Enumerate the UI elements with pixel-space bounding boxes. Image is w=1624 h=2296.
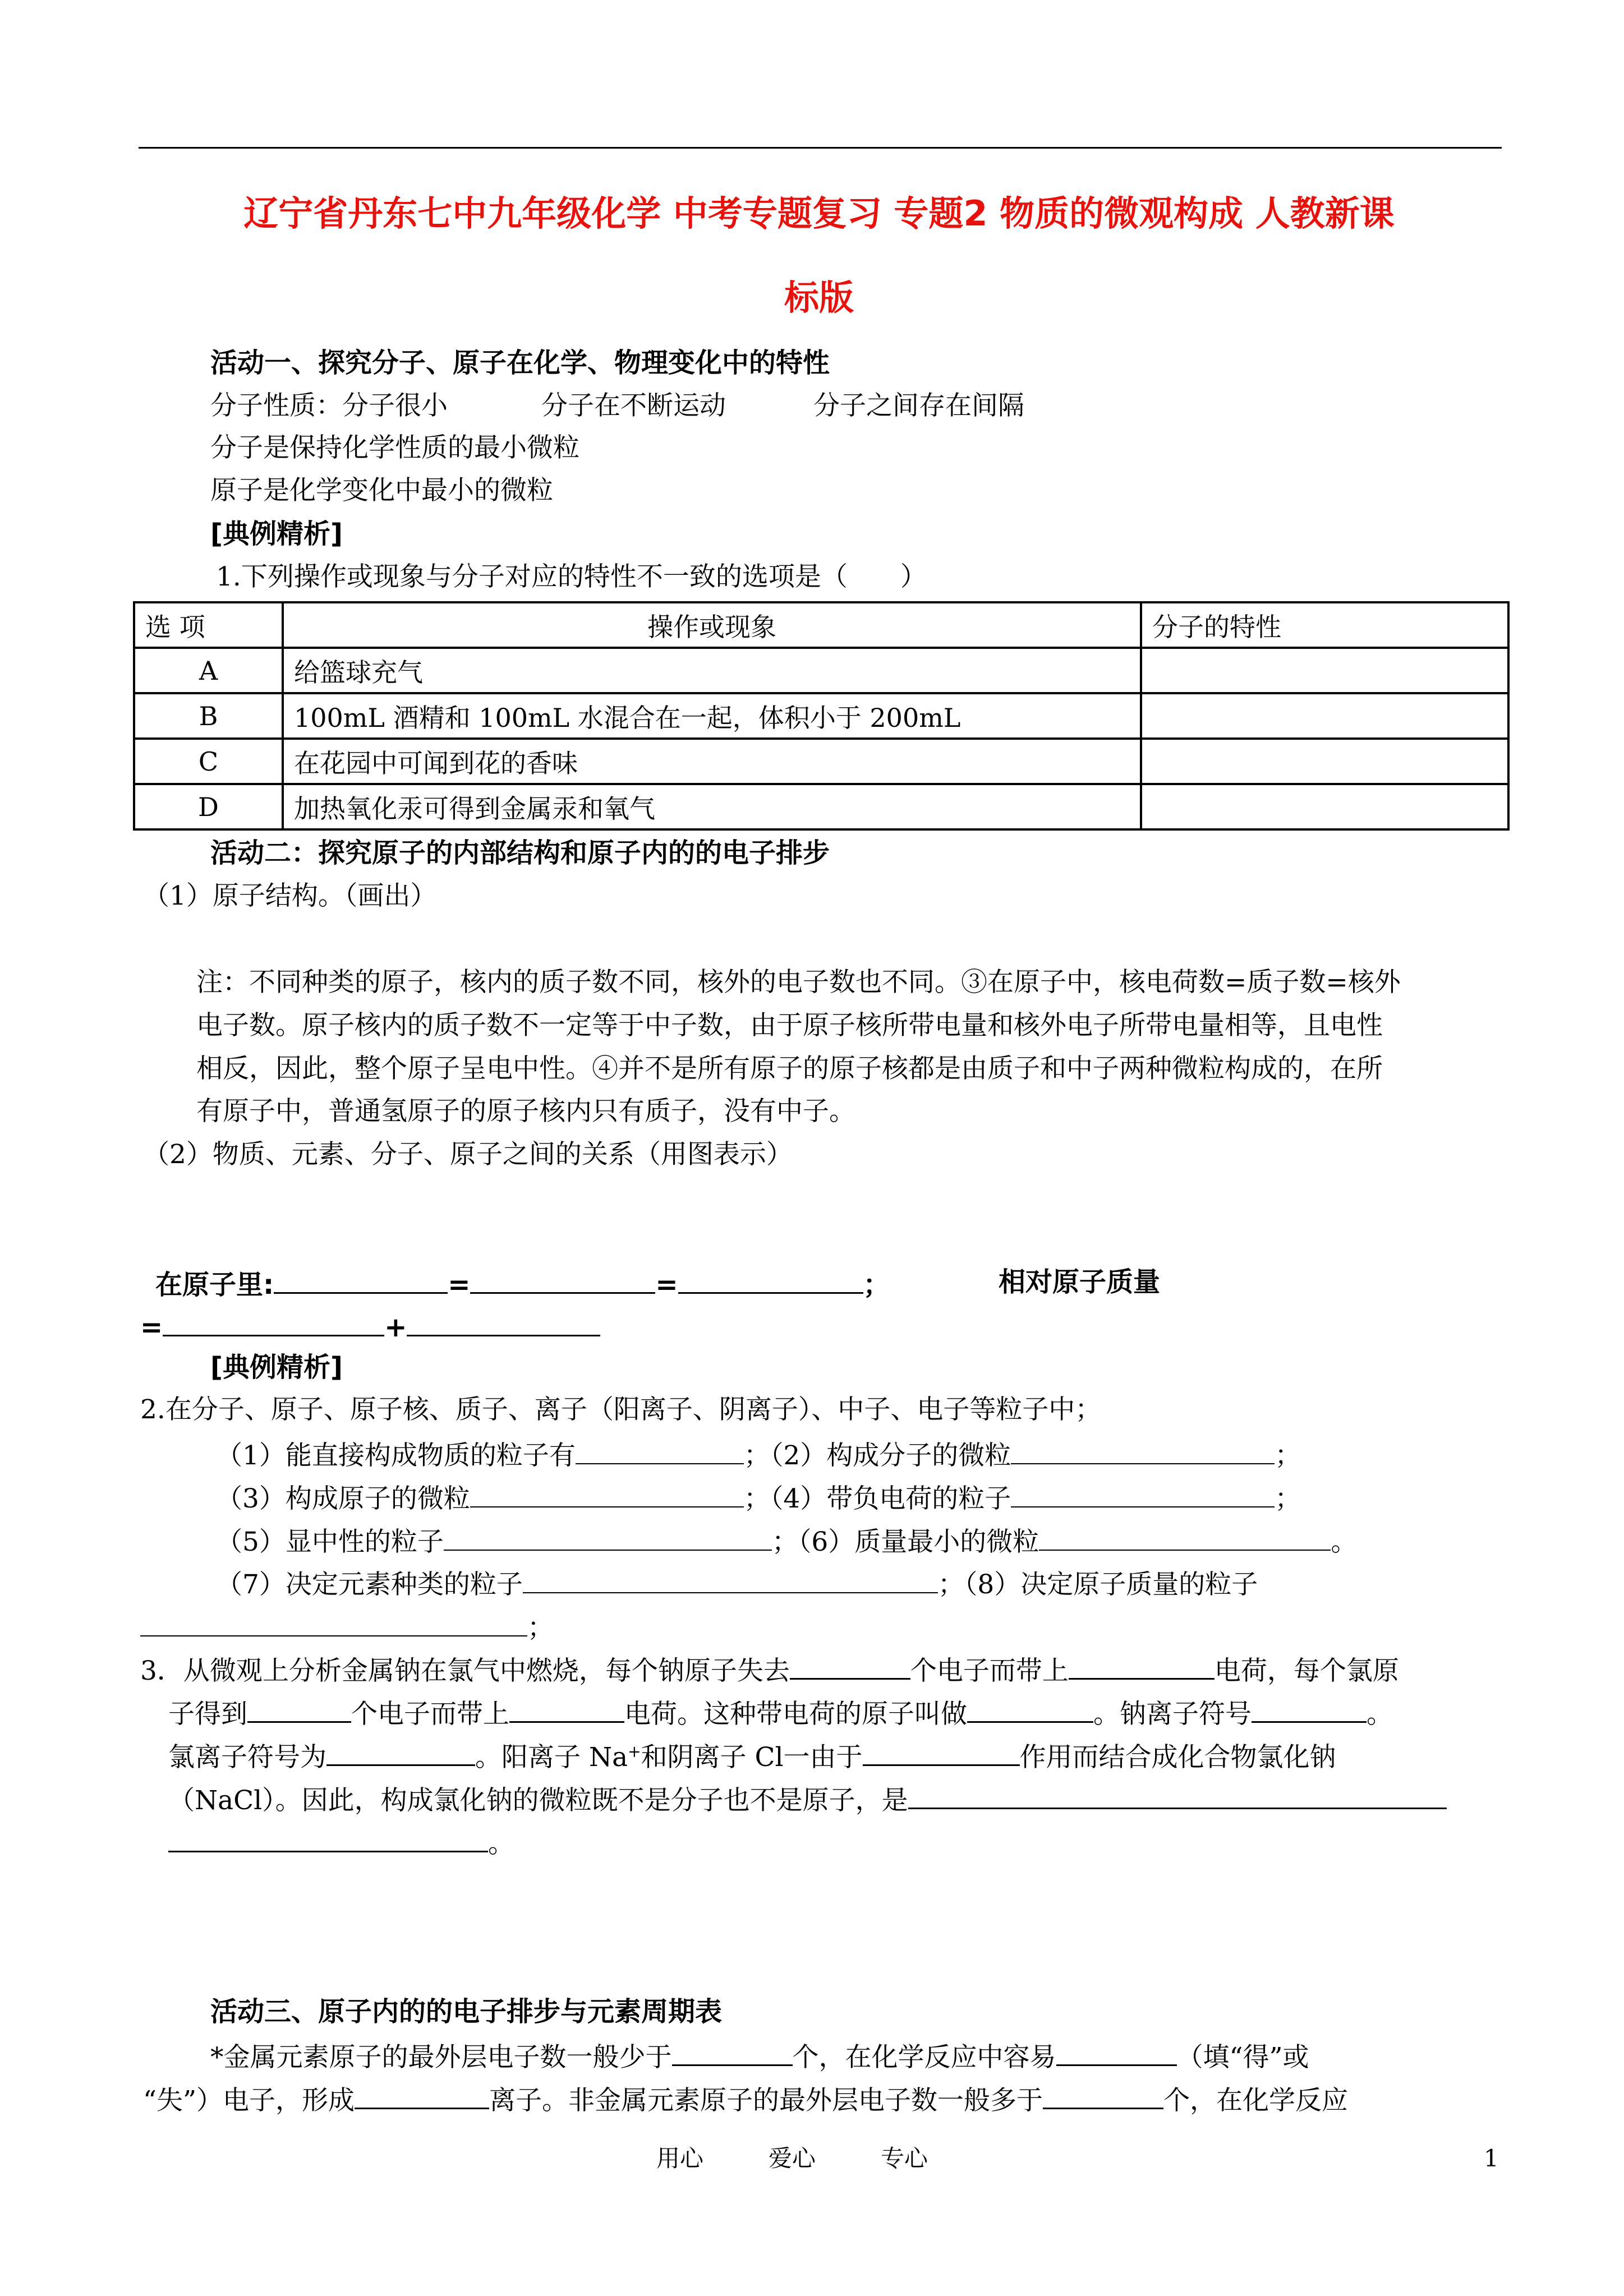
operation-cell: 在花园中可闻到花的香味 [283,739,1141,784]
page-title-line2: 标版 [784,277,854,318]
act3-text: 离子。非金属元素原子的最外层电子数一般多于 [489,2085,1043,2116]
molecule-property-gap: 分子之间存在间隔 [813,390,1024,421]
blank-input[interactable] [470,1269,655,1294]
blank-input[interactable] [678,1269,863,1294]
trait-cell[interactable] [1141,648,1508,693]
footer-word-3: 专心 [881,2145,928,2172]
blank-input[interactable] [908,1784,1447,1809]
table-row [134,693,1508,739]
activity1-heading: 活动一、探究分子、原子在化学、物理变化中的特性 [210,347,830,379]
act3-text: *金属元素原子的最外层电子数一般少于 [210,2042,672,2073]
semicolon: ； [527,1612,554,1643]
act3-text: 个，在化学反应 [1163,2085,1349,2116]
blank-input[interactable] [247,1698,351,1723]
trait-cell[interactable] [1141,693,1508,739]
trait-cell[interactable] [1141,784,1508,829]
footer-word-1: 用心 [656,2145,704,2172]
option-cell: C [134,739,283,784]
q3-text: 个电子而带上 [351,1699,509,1730]
q3-text: 氯离子符号为 [168,1742,326,1773]
question-1: 1.下列操作或现象与分子对应的特性不一致的选项是（ ） [216,561,927,592]
blank-input[interactable] [863,1741,1020,1766]
table-header-option: 选 项 [134,602,283,648]
question-3-line2 [168,1698,1393,1730]
q3-text: 个电子而带上 [910,1656,1069,1686]
header-rule [139,147,1502,149]
semicolon: ； [1275,1440,1301,1471]
blank-input[interactable] [509,1698,624,1723]
activity3-heading: 活动三、原子内的的电子排步与元素周期表 [210,1996,723,2027]
q3-text: 电荷。这种带电荷的原子叫做 [624,1699,967,1730]
table-row [134,784,1508,829]
semicolon: ； [863,1269,890,1301]
q3-text: 。阳离子 Na [475,1742,628,1773]
q3-text: 子得到 [168,1699,247,1730]
table-row [134,739,1508,784]
q2-item-7: （7）决定元素种类的粒子 [216,1569,523,1600]
blank-input[interactable] [355,2084,489,2109]
question-3-line1 [140,1654,1399,1684]
note-line-3: 相反，因此，整个原子呈电中性。④并不是所有原子的原子核都是由质子和中子两种微粒构成的，在所 [196,1053,1383,1084]
q2-item-2: ；（2）构成分子的微粒 [743,1440,1011,1471]
table-header-operation: 操作或现象 [283,602,1141,648]
question-2-row3 [216,1526,1357,1555]
blank-input[interactable] [1043,2084,1163,2109]
question-2-row1 [216,1440,1301,1469]
question-3-line3 [168,1741,1336,1771]
q3-text: 电荷，每个氯原 [1214,1656,1399,1686]
molecule-property-small: 分子性质：分子很小 [210,390,448,421]
q2-item-6: ；（6）质量最小的微粒 [771,1527,1039,1557]
table-row [134,648,1508,693]
question-2-row5 [140,1612,554,1641]
q2-item-1: （1）能直接构成物质的粒子有 [216,1440,576,1471]
molecule-property-motion: 分子在不断运动 [541,390,726,421]
blank-input[interactable] [407,1311,600,1336]
footer-word-2: 爱心 [769,2145,816,2172]
relative-mass-formula [140,1311,600,1341]
q3-text: （NaCl）。因此，构成氯化钠的微粒既不是分子也不是原子，是 [168,1785,908,1816]
equals-sign: = [448,1269,471,1301]
options-table [133,601,1510,831]
plus-sign: + [384,1312,407,1343]
blank-input[interactable] [274,1269,448,1294]
period: 。 [488,1828,514,1859]
question-2: 2.在分子、原子、原子核、质子、离子（阳离子、阴离子）、中子、电子等粒子中； [140,1394,1102,1425]
blank-input[interactable] [967,1698,1093,1723]
act3-text: （填“得”或 [1176,2042,1309,2073]
question-3-line5 [168,1827,514,1857]
blank-input[interactable] [576,1440,744,1464]
blank-input[interactable] [444,1526,772,1551]
option-cell: D [134,784,283,829]
note-line-4: 有原子中，普通氢原子的原子核内只有质子，没有中子。 [196,1096,855,1127]
blank-input[interactable] [1069,1654,1214,1680]
in-atom-label: 在原子里: [155,1269,274,1301]
q3-text: 。钠离子符号 [1093,1699,1252,1730]
activity3-line1 [210,2041,1309,2071]
blank-input[interactable] [140,1612,527,1636]
act3-text: 个，在化学反应中容易 [792,2042,1056,2073]
operation-cell: 给篮球充气 [283,648,1141,693]
blank-input[interactable] [1056,2041,1177,2066]
blank-input[interactable] [672,2041,793,2066]
q2-item-5: （5）显中性的粒子 [216,1527,444,1557]
blank-input[interactable] [168,1827,488,1852]
blank-input[interactable] [163,1311,384,1336]
example-label-2: [典例精析] [210,1352,343,1383]
question-2-row2 [216,1483,1301,1512]
blank-input[interactable] [1011,1483,1275,1507]
semicolon: ； [1275,1483,1301,1514]
option-cell: A [134,648,283,693]
act3-text: “失”）电子，形成 [143,2085,355,2116]
blank-input[interactable] [1039,1526,1331,1551]
page-number: 1 [1484,2145,1499,2172]
blank-input[interactable] [790,1654,910,1680]
option-cell: B [134,693,283,739]
question-2-row4 [216,1569,1258,1598]
item-relationship: （2）物质、元素、分子、原子之间的关系（用图表示） [143,1139,793,1170]
blank-input[interactable] [1252,1698,1367,1723]
blank-input[interactable] [523,1569,938,1593]
operation-cell: 100mL 酒精和 100mL 水混合在一起，体积小于 200mL [283,693,1141,739]
molecule-definition: 分子是保持化学性质的最小微粒 [210,432,579,463]
q2-item-8: ；（8）决定原子质量的粒子 [937,1569,1258,1600]
note-line-2: 电子数。原子核内的质子数不一定等于中子数，由于原子核所带电量和核外电子所带电量相等，且电性 [196,1010,1383,1041]
activity2-heading: 活动二：探究原子的内部结构和原子内的的电子排步 [210,837,830,869]
q2-item-3: （3）构成原子的微粒 [216,1483,470,1514]
superscript-plus: + [628,1742,641,1761]
table-header-row [134,602,1508,648]
blank-input[interactable] [470,1483,744,1507]
example-label-1: [典例精析] [210,518,343,550]
equals-sign: = [140,1312,163,1343]
page-title-line1: 辽宁省丹东七中九年级化学 中考专题复习 专题2 物质的微观构成 人教新课 [243,193,1395,234]
q3-text: 和阴离子 Cl一由于 [641,1742,863,1773]
q2-item-4: ；（4）带负电荷的粒子 [743,1483,1011,1514]
period: 。 [1367,1699,1393,1730]
q3-text: 作用而结合成化合物氯化钠 [1019,1742,1336,1773]
period: 。 [1331,1527,1358,1557]
question-3-line4 [168,1784,1447,1814]
q3-text: 3．从微观上分析金属钠在氯气中燃烧，每个钠原子失去 [140,1656,790,1686]
blank-input[interactable] [326,1741,475,1766]
table-header-trait: 分子的特性 [1141,602,1508,648]
item-atom-structure: （1）原子结构。（画出） [143,880,437,911]
atom-definition: 原子是化学变化中最小的微粒 [210,475,553,506]
note-line-1: 注：不同种类的原子，核内的质子数不同，核外的电子数也不同。③在原子中，核电荷数=质子数=核外 [196,967,1401,998]
trait-cell[interactable] [1141,739,1508,784]
equals-sign: = [655,1269,678,1301]
relative-atomic-mass-label: 相对原子质量 [999,1266,1161,1298]
operation-cell: 加热氧化汞可得到金属汞和氧气 [283,784,1141,829]
in-atom-line [155,1269,890,1301]
activity3-line2 [143,2084,1348,2114]
blank-input[interactable] [1011,1440,1275,1464]
